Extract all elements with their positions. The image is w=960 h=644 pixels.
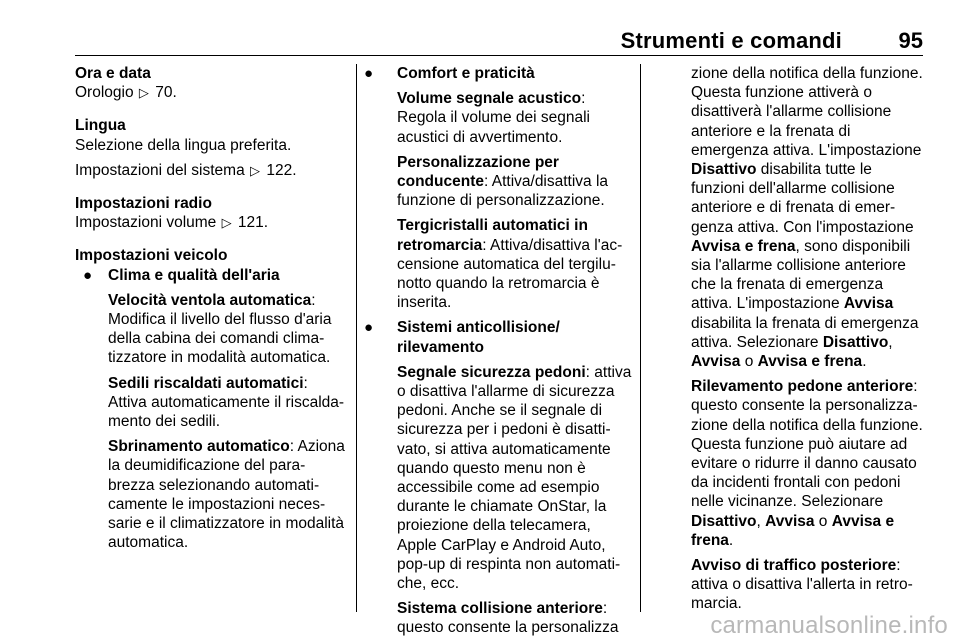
- column-right: [691, 64, 927, 620]
- paragraph: [75, 83, 345, 102]
- page-reference[interactable]: 122.: [266, 161, 297, 179]
- text: : questo consente la personalizza: [397, 600, 619, 637]
- text: o: [740, 353, 758, 371]
- text: Impostazioni del sistema: [75, 161, 245, 179]
- text: : Attiva/disattiva l'accensione automatica del tergilunotto quando la retromarcia è inserita.: [397, 236, 623, 312]
- section-title: Impostazioni radio: [75, 195, 212, 213]
- paragraph: [75, 213, 345, 232]
- paragraph: [108, 374, 345, 432]
- term: Sbrinamento automatico: [108, 438, 290, 456]
- option-label: Avvisa: [691, 353, 741, 371]
- text: zione della notifica della funzione. Questa funzione attiverà o disattiverà l'allarme collisione anteriore e la frenata di emergenza attiva. L'impostazione: [691, 65, 923, 159]
- column-divider: [640, 64, 641, 612]
- page-title: Strumenti e comandi: [620, 28, 842, 53]
- text: : Modifica il livello del flusso d'aria della cabina dei comandi climatizzatore in modalità automatica.: [108, 291, 332, 367]
- paragraph: [108, 437, 345, 552]
- option-label: Avvisa: [843, 295, 894, 313]
- section-radio: [75, 194, 345, 232]
- option-label: Disattivo: [691, 161, 757, 179]
- page-reference[interactable]: 70.: [155, 84, 177, 102]
- text: : Attiva/disattiva la funzione di personalizzazione.: [397, 173, 609, 210]
- option-label: Avvisa e frena: [757, 353, 863, 371]
- bullet-body: [75, 291, 345, 553]
- text: .: [728, 531, 734, 549]
- column-left: [75, 64, 345, 558]
- text: : Attiva automaticamente il riscaldamento dei sedili.: [108, 374, 345, 431]
- term: Sistema collisione anteriore: [397, 600, 603, 618]
- option-label: Avvisa e frena: [691, 512, 895, 549]
- section-title: Lingua: [75, 117, 126, 135]
- text: disabilita tutte le funzioni dell'allarme collisione anteriore e di frenata di emergenza attiva. Con l'impostazione: [691, 161, 914, 236]
- section-ora-data: [75, 64, 345, 102]
- bullet-icon: ●: [83, 266, 93, 284]
- option-label: Disattivo: [691, 512, 757, 530]
- paragraph: [397, 599, 632, 637]
- paragraph: [108, 291, 345, 368]
- bullet-title: Sistemi anticollisione/ rilevamento: [397, 319, 560, 356]
- triangle-right-icon: ▷: [138, 85, 149, 101]
- text: Orologio: [75, 84, 134, 102]
- triangle-right-icon: ▷: [250, 162, 261, 178]
- paragraph: [691, 64, 927, 371]
- section-title: Ora e data: [75, 65, 151, 82]
- term: Segnale sicurezza pedoni: [397, 363, 586, 381]
- term: Rilevamento pedone anteriore: [691, 378, 914, 396]
- term: Tergicristalli automatici in retromarcia: [397, 217, 588, 254]
- section-title: Impostazioni veicolo: [75, 247, 228, 265]
- header-rule: [75, 55, 923, 56]
- triangle-right-icon: ▷: [221, 215, 232, 231]
- term: Sedili riscaldati automatici: [108, 374, 304, 392]
- text: : questo consente la personalizzazione della notifica della funzione. Questa funzione può aiutare ad evitare o ridurre il danno causato da incidenti frontali con pedoni nelle vicinanze. Selezionare: [691, 378, 923, 511]
- list-item: [364, 64, 632, 83]
- term: Avviso di traffico posteriore: [691, 557, 897, 575]
- text: o: [814, 512, 832, 530]
- bullet-icon: ●: [364, 319, 374, 337]
- paragraph: [397, 363, 632, 593]
- paragraph: [397, 216, 632, 312]
- list-item: [75, 266, 345, 285]
- section-lingua: [75, 116, 345, 180]
- text: : attiva o disattiva l'allarme di sicurezza pedoni. Anche se il segnale di sicurezza per i pedoni è disattivato, si attiva automaticamente quando questo menu non è accessibile come ad esempio durante le chiamate OnStar, la proiezione della telecamera, Apple CarPlay e Android Auto, pop-up di respinta non automatiche, ecc.: [397, 363, 632, 593]
- text: Impostazioni volume: [75, 214, 217, 232]
- list-item: [364, 318, 632, 356]
- column-divider: [356, 64, 357, 612]
- paragraph: Selezione della lingua preferita.: [75, 136, 292, 154]
- text: disabilita la frenata di emergenza attiva. Selezionare: [691, 314, 919, 351]
- bullet-title: Comfort e praticità: [397, 65, 535, 82]
- option-label: Disattivo: [822, 333, 889, 351]
- text: ,: [888, 333, 893, 351]
- term: Personalizzazione per conducente: [397, 153, 559, 191]
- text: : attiva o disattiva l'allerta in retromarcia.: [691, 557, 913, 613]
- bullet-icon: ●: [364, 65, 374, 82]
- bullet-title: Clima e qualità dell'aria: [108, 266, 280, 284]
- page-number: 95: [898, 28, 923, 53]
- paragraph: [397, 89, 632, 147]
- paragraph: [691, 377, 927, 550]
- watermark: carmanualsonline.info: [710, 612, 948, 639]
- section-veicolo: [75, 246, 345, 552]
- text: ,: [756, 512, 766, 530]
- text: .: [862, 353, 867, 371]
- column-middle: [364, 64, 632, 644]
- text: : Regola il volume dei segnali acustici di avvertimento.: [397, 90, 591, 146]
- bullet-body: [364, 89, 632, 312]
- term: Volume segnale acustico: [397, 90, 582, 108]
- paragraph: [397, 153, 632, 211]
- text: , sono disponibili sia l'allarme collisione anteriore che la frenata di emergenza attiva. L'impostazione: [691, 237, 911, 313]
- bullet-body: [364, 363, 632, 638]
- paragraph: [75, 161, 345, 180]
- option-label: Avvisa e frena: [691, 237, 796, 255]
- page-reference[interactable]: 121.: [237, 214, 269, 232]
- term: Velocità ventola automatica: [108, 291, 312, 309]
- option-label: Avvisa: [765, 512, 815, 530]
- text: : Aziona la deumidificazione del parabrezza selezionando automaticamente le impostazioni necessarie e il climatizzatore in modalità automatica.: [108, 438, 345, 552]
- paragraph: [691, 556, 927, 614]
